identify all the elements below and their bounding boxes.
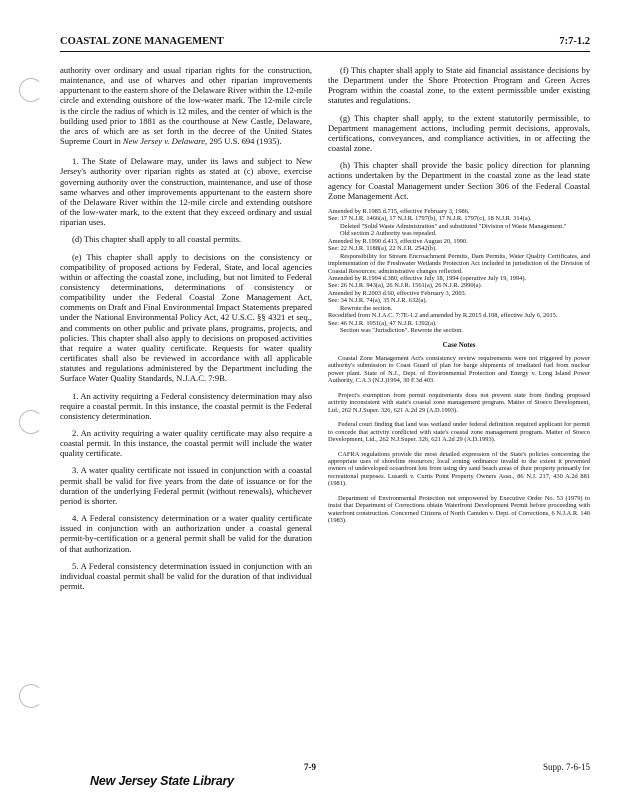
paragraph-e-5: 5. A Federal consistency determination issued in conjunction with an individual coastal permit shall be valid for the duration of that individual permit. <box>60 560 312 592</box>
case-note: Federal court finding that land was wetland under federal definition required applicant for permit to concede that activity conflicted with state's coastal zone management program. Matter of Stoeco Development, Ltd., 262 N.J.Super. 326, 621 A.2d 29 (A.D.1993). <box>328 421 590 444</box>
paragraph-g: (g) This chapter shall apply, to the extent statutorily permissible, to Department management actions, including permit decisions, approvals, certifications, conveyances, and compliance activities, in or affecting the coastal zone. <box>328 112 590 154</box>
page-number: 7-9 <box>304 762 316 772</box>
history-line: See: 46 N.J.R. 1051(a), 47 N.J.R. 1392(a). <box>328 319 437 327</box>
history-line: See: 17 N.J.R. 1466(a), 17 N.J.R. 1797(b), 17 N.J.R. 1797(c), 18 N.J.R. 314(a). <box>328 215 532 223</box>
right-column <box>328 65 590 532</box>
paragraph-e-2: 2. An activity requiring a water quality certificate may also require a coastal permit. In this instance, the coastal permit will include the water quality certificate. <box>60 428 312 459</box>
paragraph-h: (h) This chapter shall provide the basic policy direction for planning actions undertaken by the Department in the coastal zone as the lead state agency for Coastal Management under Section 306 of the Federal Coastal Zone Management Act. <box>328 160 590 201</box>
paragraph-d: (d) This chapter shall apply to all coastal permits. <box>72 234 242 245</box>
case-note: CAFRA regulations provide the most detailed expression of the State's policies concerning the appropriate uses of shoreline resources; local zoning ordinance invalid to the extent it prevented owners of undeveloped oceanfront lots from using dry sand beach areas of their property primarily for recreational purposes. Lusardi v. Curtis Point Property Owners Assn., 86 N.J. 217, 430 A.2d 881 (1981). <box>328 450 590 488</box>
header-rule <box>60 51 590 52</box>
case-note: Department of Environmental Protection not empowered by Executive Order No. 53 (1979) to insist that Department of Corrections obtain Waterfront Development Permit before proceeding with waterfront construction. Concerned Citizens of North Camden v. Dept. of Corrections, 6 N.J.A.R. 140 (1983). <box>328 494 590 525</box>
history-line: Amended by R.1994 d.380, effective July 18, 1994 (operative July 19, 1994). <box>328 274 527 282</box>
history-line: Recodified from N.J.A.C. 7:7E-1.2 and amended by R.2015 d.108, effective July 6, 2015. <box>328 312 558 320</box>
punch-hole-bottom <box>19 684 43 708</box>
paragraph-e-4: 4. A Federal consistency determination or a water quality certificate issued in conjunction with an authorization under a coastal general permit-by-certification or a general permit shall be valid for the duration of that authorization. <box>60 513 312 554</box>
paragraph-e-3: 3. A water quality certificate not issued in conjunction with a coastal permit shall be valid for five years from the date of issuance or for the duration of the underlying Federal permit (without renewals), whichever period is shorter. <box>60 465 312 506</box>
case-citation: New Jersey v. Delaware <box>122 136 206 147</box>
history-notes <box>328 208 590 525</box>
left-column <box>60 65 312 598</box>
paragraph-e-1: 1. An activity requiring a Federal consistency determination may also require a coastal permit. In this instance, the coastal permit is the Federal consistency determination. <box>60 390 312 421</box>
history-line: Responsibility for Stream Encroachment Permits, Dam Permits, Water Quality Certificates, and implementation of the Freshwater Wetlands Protection Act included in jurisdiction of the Division of Coastal Resources; administrative changes reflected. <box>328 252 590 275</box>
supplement-date: Supp. 7-6-15 <box>543 762 590 772</box>
history-line: See: 22 N.J.R. 1188(a), 22 N.J.R. 2542(b). <box>328 245 437 253</box>
history-line: Amended by R.2003 d.60, effective February 3, 2003. <box>328 289 467 297</box>
history-line: Section was "Jurisdiction". Rewrote the section. <box>340 327 463 335</box>
history-line: Old section 2 Authority was repealed. <box>340 230 437 238</box>
paragraph-e: (e) This chapter shall apply to decisions on the consistency or compatibility of proposed actions by Federal, State, and local agencies within or affecting the coastal zone, including, but not limited to Federal consistency determinations, determinations of consistency or compatibility under the Federal Coastal Zone Management Act, comments on Draft and Final Environmental Impact Statements prepared under the National Environmental Policy Act, 42 U.S.C. §§ 4321 et seq., and comments on other public and private plans, programs, projects, and policies. This chapter shall also apply to decisions on proposed activities that require a water quality certificate. Requests for water quality certificates shall also be reviewed in accordance with all applicable statutes and regulations administered by the Department including the Surface Water Quality Standards, N.J.A.C. 7:9B. <box>60 251 312 384</box>
history-line: Amended by R.1985 d.715, effective February 3, 1986. <box>328 207 470 215</box>
case-note: Coastal Zone Management Act's consistency review requirements were not triggered by power authority's submission to Coast Guard of plan for barge shipments of irradiated fuel from nuclear power plant. State of N.J., Dept. of Environmental Protection and Energy v. Long Island Power Authority, C.A.3 (N.J.)1994, 30 F.3d 403. <box>328 355 590 385</box>
paragraph-delaware-authority: 1. The State of Delaware may, under its laws and subject to New Jersey's authority over riparian rights as stated at (c) above, exercise governing authority over the construction, maintenance, and use of those same wharves and other improvements appurtenant to the eastern shore of the Delaware River within the 12-mile circle and extending outshore of the low-water mark, to the extent that they exceed ordinary and usual riparian uses. <box>60 156 312 228</box>
header-section-number: 7:7-1.2 <box>559 36 590 47</box>
paragraph-12-mile-circle: authority over ordinary and usual riparian rights for the construction, maintenance, and use of wharves and other riparian improvements appurtenant to the eastern shore of the Delaware River within the 12-mile circle and extending outshore of the low-water mark. The 12-mile circle is the circle the radius of which is 12 miles, and the center of which is the building used prior to 1881 as the courthouse at New Castle, Delaware, the arcs of which are as set forth in the decree of the United States Supreme Court in New Jersey v. Delaware, 295 U.S. 694 (1935). <box>60 65 312 147</box>
history-line: Deleted "Solid Waste Administration" and substituted "Division of Waste Management." <box>340 222 567 230</box>
header-title: COASTAL ZONE MANAGEMENT <box>60 36 224 47</box>
history-line: Rewrote the section. <box>340 304 393 312</box>
library-stamp: New Jersey State Library <box>90 774 234 788</box>
history-line: Amended by R.1990 d.413, effective August 20, 1990. <box>328 237 468 245</box>
case-notes-heading: Case Notes <box>442 340 476 349</box>
punch-hole-middle <box>19 410 43 434</box>
paragraph-f: (f) This chapter shall apply to State aid financial assistance decisions by the Department under the Shore Protection Program and Green Acres Program within the coastal zone, to the extent permissible under existing statutes and regulations. <box>328 65 590 106</box>
running-header <box>60 36 590 52</box>
case-note: Project's exemption from permit requirements does not prevent state from finding proposed activity inconsistent with state's coastal zone management program. Matter of Stoeco Development, Ltd., 262 N.J.Super. 326, 621 A.2d 29 (A.D.1993). <box>328 391 590 414</box>
history-line: See: 34 N.J.R. 74(a), 35 N.J.R. 632(a). <box>328 297 428 305</box>
history-line: See: 26 N.J.R. 943(a), 26 N.J.R. 1561(a), 26 N.J.R. 2990(a). <box>328 282 483 290</box>
punch-hole-top <box>19 78 43 102</box>
